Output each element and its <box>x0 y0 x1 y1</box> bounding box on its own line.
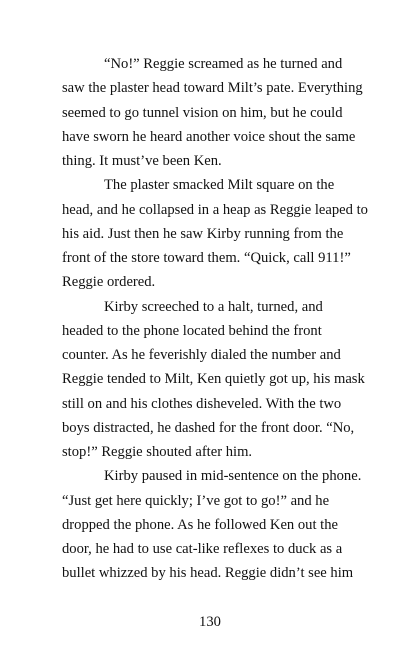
text-line: thing. It must’ve been Ken. <box>62 153 222 169</box>
text-line: his aid. Just then he saw Kirby running from the <box>62 225 344 242</box>
page-number: 130 <box>199 614 221 630</box>
text-line: have sworn he heard another voice shout the same <box>62 128 356 145</box>
text-line: Reggie ordered. <box>62 274 156 291</box>
text-line: The plaster smacked Milt square on the <box>104 177 335 194</box>
text-line: headed to the phone located behind the front <box>62 322 322 339</box>
body-text <box>62 52 372 586</box>
text-line: Reggie tended to Milt, Ken quietly got up, his mask <box>62 371 365 388</box>
text-line: still on and his clothes disheveled. With the two <box>62 395 342 412</box>
text-line: saw the plaster head toward Milt’s pate. Everything <box>62 80 363 97</box>
text-line: Kirby paused in mid-sentence on the phone. <box>104 468 362 485</box>
text-line: “No!” Reggie screamed as he turned and <box>104 56 343 72</box>
text-line: “Just get here quickly; I’ve got to go!” and he <box>62 492 330 509</box>
text-line: Kirby screeched to a halt, turned, and <box>104 298 323 315</box>
text-line: seemed to go tunnel vision on him, but he could <box>62 104 343 121</box>
text-line: stop!” Reggie shouted after him. <box>62 444 253 460</box>
text-line: counter. As he feverishly dialed the number and <box>62 347 341 363</box>
text-line: boys distracted, he dashed for the front door. “No, <box>62 419 355 436</box>
text-line: front of the store toward them. “Quick, call 911!” <box>62 250 351 266</box>
text-line: head, and he collapsed in a heap as Reggie leaped to <box>62 201 368 218</box>
text-line: bullet whizzed by his head. Reggie didn’t see him <box>62 565 354 582</box>
text-line: dropped the phone. As he followed Ken out the <box>62 516 339 533</box>
text-line: door, he had to use cat-like reflexes to duck as a <box>62 541 343 557</box>
